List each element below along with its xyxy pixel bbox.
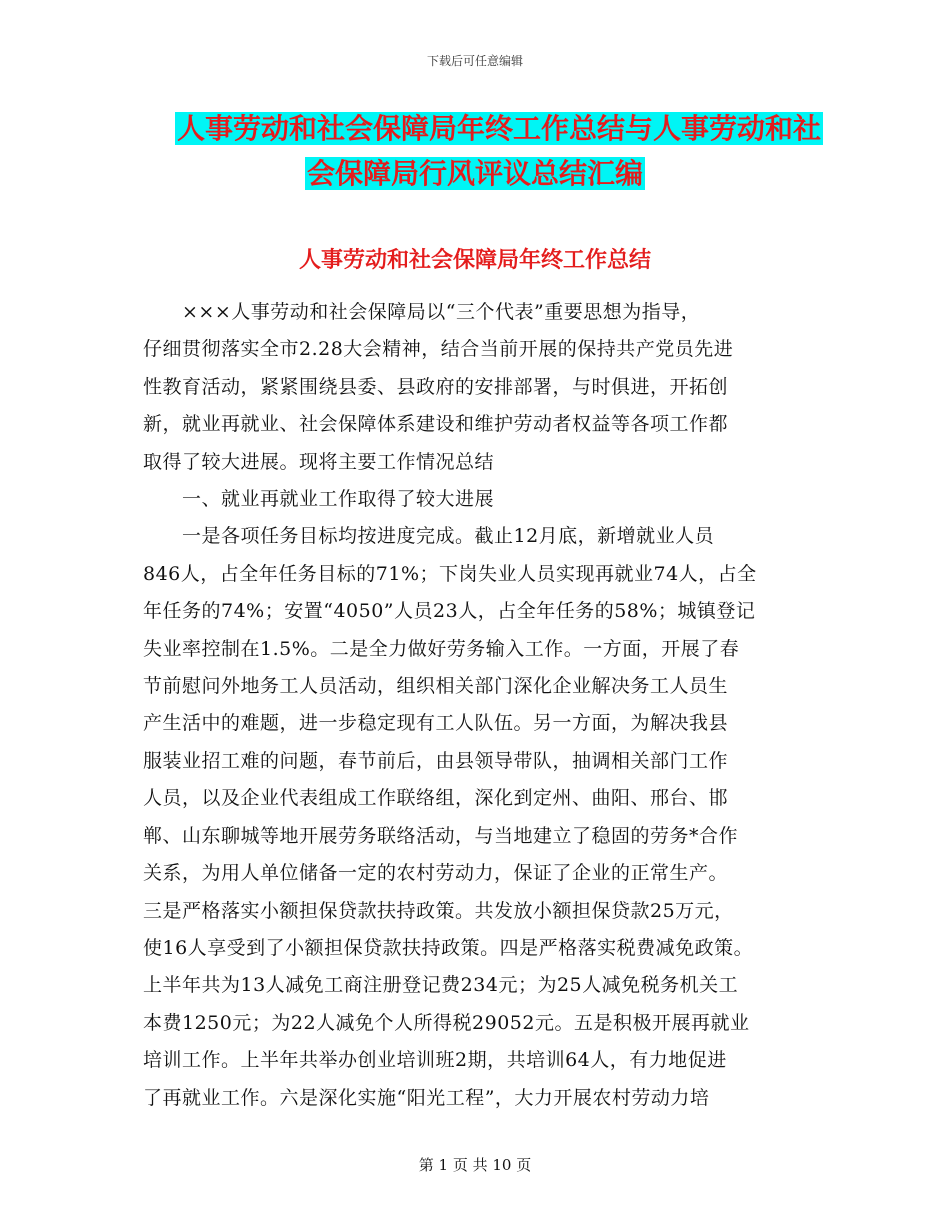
body-line: ×××人事劳动和社会保障局以“三个代表”重要思想为指导，	[143, 301, 701, 323]
body-line: 年任务的74%；安置“4050”人员23人，占全年任务的58%；城镇登记	[143, 600, 756, 623]
body-line: 产生活中的难题，进一步稳定现有工人队伍。另一方面，为解决我县	[143, 712, 729, 735]
body-line: 培训工作。上半年共举办创业培训班2期，共培训64人，有力地促进	[143, 1049, 727, 1072]
body-line: 上半年共为13人减免工商注册登记费234元；为25人减免税务机关工	[143, 974, 739, 997]
body-line: 846人，占全年任务目标的71%；下岗失业人员实现再就业74人，占全	[143, 562, 757, 585]
body-line: 新，就业再就业、社会保障体系建设和维护劳动者权益等各项工作都	[143, 413, 729, 436]
body-text	[143, 294, 823, 1117]
body-line: 三是严格落实小额担保贷款扶持政策。共发放小额担保贷款25万元，	[143, 899, 734, 922]
document-title-line-1	[0, 110, 950, 148]
body-line: 取得了较大进展。现将主要工作情况总结	[143, 450, 495, 473]
body-line: 仔细贯彻落实全市2.28大会精神，结合当前开展的保持共产党员先进	[143, 338, 734, 361]
body-line: 使16人享受到了小额担保贷款扶持政策。四是严格落实税费减免政策。	[143, 936, 754, 959]
body-line: 失业率控制在1.5%。二是全力做好劳务输入工作。一方面，开展了春	[143, 637, 740, 660]
section-title: 人事劳动和社会保障局年终工作总结	[298, 248, 651, 273]
body-line: 一、就业再就业工作取得了较大进展	[143, 488, 495, 511]
title-highlight-2: 会保障局行风评议总结汇编	[306, 157, 643, 190]
document-title-line-2	[0, 155, 950, 193]
body-line: 关系，为用人单位储备一定的农村劳动力，保证了企业的正常生产。	[143, 862, 729, 885]
page-header: 下载后可任意编辑	[426, 54, 523, 68]
page-footer: 第 1 页 共 10 页	[418, 1156, 532, 1174]
title-highlight-1: 人事劳动和社会保障局年终工作总结与人事劳动和社	[176, 112, 821, 145]
body-line: 人员，以及企业代表组成工作联络组，深化到定州、曲阳、邢台、邯	[143, 787, 729, 810]
body-line: 本费1250元；为22人减免个人所得税29052元。五是积极开展再就业	[143, 1011, 750, 1034]
body-line: 了再就业工作。六是深化实施“阳光工程”，大力开展农村劳动力培	[143, 1086, 710, 1109]
body-line: 性教育活动，紧紧围绕县委、县政府的安排部署，与时俱进，开拓创	[143, 375, 729, 398]
body-line: 一是各项任务目标均按进度完成。截止12月底，新增就业人员	[143, 525, 715, 548]
body-line: 郸、山东聊城等地开展劳务联络活动，与当地建立了稳固的劳务*合作	[143, 824, 739, 847]
body-line: 节前慰问外地务工人员活动，组织相关部门深化企业解决务工人员生	[143, 675, 729, 698]
body-line: 服装业招工难的问题，春节前后，由县领导带队，抽调相关部门工作	[143, 749, 729, 772]
